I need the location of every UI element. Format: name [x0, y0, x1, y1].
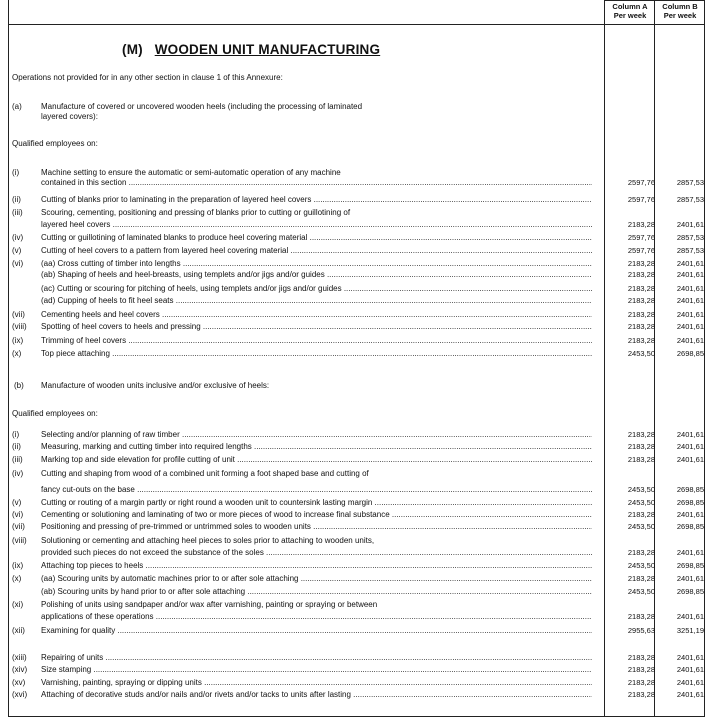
row-label: Cutting and shaping from wood of a combined unit forming a foot shaped base and cutting of	[41, 469, 369, 478]
row-number: (xi)	[12, 600, 24, 609]
section-b-row	[12, 678, 592, 688]
column-a-value: 2183,28	[627, 678, 655, 687]
section-b-row	[12, 442, 592, 452]
section-a-row	[12, 208, 592, 218]
column-a-title: Column A	[612, 2, 648, 11]
column-b-value: 2857,53	[676, 178, 704, 187]
row-number: (xiii)	[12, 653, 27, 662]
column-b-value: 2401,61	[676, 270, 704, 279]
row-number: (viii)	[12, 322, 27, 331]
row-label: provided such pieces do not exceed the substance of the soles .....	[41, 548, 592, 558]
row-label: Marking top and side elevation for profile cutting of unit .....	[41, 455, 592, 465]
column-a-value: 2183,28	[627, 665, 655, 674]
column-b-value: 2401,61	[676, 336, 704, 345]
row-label: (aa) Cross cutting of timber into lengths .....	[41, 259, 592, 269]
section-a-row	[12, 336, 592, 346]
column-b-value: 2698,85	[676, 561, 704, 570]
column-b-value: 2401,61	[676, 430, 704, 439]
row-label: contained in this section .....	[41, 178, 592, 188]
column-a-value: 2453,50	[627, 587, 655, 596]
row-label: Varnishing, painting, spraying or dipping units .....	[41, 678, 592, 688]
column-a-value: 2453,50	[627, 498, 655, 507]
section-a-row	[12, 349, 592, 359]
section-b-row	[12, 469, 592, 479]
column-a-value: 2597,76	[627, 178, 655, 187]
column-a-value: 2453,50	[627, 349, 655, 358]
row-number: (iii)	[12, 455, 23, 464]
section-b-row	[12, 665, 592, 675]
section-b-row	[12, 548, 592, 558]
section-title-text: WOODEN UNIT MANUFACTURING	[154, 42, 381, 57]
column-b-value: 2401,61	[676, 259, 704, 268]
column-a-value: 2183,28	[627, 510, 655, 519]
column-b-value: 2857,53	[676, 246, 704, 255]
column-a-header	[605, 2, 655, 20]
section-a-row	[12, 322, 592, 332]
row-label: Cutting or guillotining of laminated blanks to produce heel covering material .....	[41, 233, 592, 243]
row-number: (i)	[12, 168, 20, 177]
row-number: (xii)	[12, 626, 25, 635]
section-b-row	[12, 498, 592, 508]
column-a-value: 2183,28	[627, 270, 655, 279]
row-number: (iv)	[12, 233, 24, 242]
row-label: Scouring, cementing, positioning and pressing of blanks prior to cutting or guillotining of	[41, 208, 351, 217]
column-b-value: 2401,61	[676, 653, 704, 662]
row-number: (iv)	[12, 469, 24, 478]
section-b-row	[12, 612, 592, 622]
section-b-row	[12, 690, 592, 700]
column-b-value: 2401,61	[676, 220, 704, 229]
column-b-value: 2698,85	[676, 522, 704, 531]
row-number: (vi)	[12, 259, 24, 268]
left-border	[8, 0, 9, 717]
row-label: Cutting of blanks prior to laminating in the preparation of layered heel covers .....	[41, 195, 592, 205]
row-label: Cutting of heel covers to a pattern from layered heel covering material .....	[41, 246, 592, 256]
column-a-value: 2453,50	[627, 561, 655, 570]
section-a-row	[12, 310, 592, 320]
row-number: (ii)	[12, 195, 21, 204]
column-a-value: 2183,28	[627, 322, 655, 331]
column-a-value: 2955,63	[627, 626, 655, 635]
section-b-heading: Manufacture of wooden units inclusive and/or exclusive of heels:	[41, 381, 270, 390]
row-label: Size stamping .....	[41, 665, 592, 675]
section-a-heading-line-2: layered covers):	[41, 112, 98, 121]
column-b-value: 2698,85	[676, 485, 704, 494]
row-label: fancy cut-outs on the base .....	[41, 485, 592, 495]
row-number: (xv)	[12, 678, 26, 687]
column-b-value: 2401,61	[676, 548, 704, 557]
section-a-row	[12, 220, 592, 230]
row-number: (x)	[12, 349, 22, 358]
row-label: Spotting of heel covers to heels and pressing .....	[41, 322, 592, 332]
column-a-value: 2183,28	[627, 653, 655, 662]
section-b-row	[12, 587, 592, 597]
row-number: (v)	[12, 498, 22, 507]
row-label: Polishing of units using sandpaper and/or wax after varnishing, painting or spraying or between	[41, 600, 378, 609]
column-b-value: 2698,85	[676, 498, 704, 507]
section-a-row	[12, 233, 592, 243]
intro-text: Operations not provided for in any other section in clause 1 of this Annexure:	[12, 73, 283, 82]
column-a-value: 2183,28	[627, 310, 655, 319]
column-b-unit: Per week	[663, 11, 697, 20]
row-label: (ab) Shaping of heels and heel-breasts, using templets and/or jigs and/or guides .....	[41, 270, 592, 280]
row-label: (ad) Cupping of heels to fit heel seats .....	[41, 296, 592, 306]
row-number: (ix)	[12, 561, 24, 570]
section-b-row	[12, 510, 592, 520]
section-a-row	[12, 259, 592, 269]
column-b-value: 2401,61	[676, 310, 704, 319]
column-a-value: 2183,28	[627, 259, 655, 268]
header-top-rule	[604, 0, 704, 1]
column-a-value: 2453,50	[627, 522, 655, 531]
row-label: (aa) Scouring units by automatic machines prior to or after sole attaching .....	[41, 574, 592, 584]
row-number: (vi)	[12, 510, 24, 519]
row-label: layered heel covers .....	[41, 220, 592, 230]
section-b-row	[12, 536, 592, 546]
section-a-row	[12, 270, 592, 280]
column-b-value: 2401,61	[676, 322, 704, 331]
column-b-value: 2401,61	[676, 612, 704, 621]
section-a-row	[12, 246, 592, 256]
row-label: Attaching top pieces to heels .....	[41, 561, 592, 571]
section-title-prefix: (M)	[122, 42, 143, 57]
section-a-heading-line-1: Manufacture of covered or uncovered wooden heels (including the processing of laminated	[41, 102, 363, 111]
section-b-row	[12, 626, 592, 636]
row-number: (xvi)	[12, 690, 28, 699]
section-b-row	[12, 485, 592, 495]
section-b-row	[12, 522, 592, 532]
row-label: Attaching of decorative studs and/or nails and/or rivets and/or tacks to units after lasting .....	[41, 690, 592, 700]
header-rule	[8, 24, 704, 25]
column-a-value: 2183,28	[627, 455, 655, 464]
row-label: applications of these operations .....	[41, 612, 592, 622]
column-b-value: 2401,61	[676, 455, 704, 464]
row-label: (ac) Cutting or scouring for pitching of heels, using templets and/or jigs and/or guides .....	[41, 284, 592, 294]
column-b-value: 2698,85	[676, 349, 704, 358]
row-label: Measuring, marking and cutting timber into required lengths .....	[41, 442, 592, 452]
row-label: Selecting and/or planning of raw timber .....	[41, 430, 592, 440]
section-a-row	[12, 168, 592, 178]
row-number: (xiv)	[12, 665, 28, 674]
row-number: (ii)	[12, 442, 21, 451]
row-number: (i)	[12, 430, 20, 439]
section-b-row	[12, 574, 592, 584]
column-a-value: 2453,50	[627, 485, 655, 494]
row-number: (iii)	[12, 208, 23, 217]
column-a-value: 2597,76	[627, 246, 655, 255]
row-number: (vii)	[12, 522, 25, 531]
section-a-marker: (a)	[12, 102, 22, 111]
row-label: Solutioning or cementing and attaching heel pieces to soles prior to attaching to wooden units,	[41, 536, 375, 545]
section-b-row	[12, 561, 592, 571]
column-b-value: 2401,61	[676, 284, 704, 293]
column-b-value: 2401,61	[676, 665, 704, 674]
column-a-unit: Per week	[613, 11, 647, 20]
column-a-value: 2183,28	[627, 220, 655, 229]
row-label: Positioning and pressing of pre-trimmed or untrimmed soles to wooden units .....	[41, 522, 592, 532]
column-a-value: 2183,28	[627, 442, 655, 451]
column-b-title: Column B	[662, 2, 698, 11]
column-a-value: 2183,28	[627, 548, 655, 557]
section-b-row	[12, 455, 592, 465]
section-a-row	[12, 195, 592, 205]
section-a-row	[12, 296, 592, 306]
row-label: Cementing heels and heel covers .....	[41, 310, 592, 320]
row-label: Cementing or solutioning and laminating of two or more pieces of wood to increase final substance .....	[41, 510, 592, 520]
column-a-value: 2597,76	[627, 195, 655, 204]
row-number: (ix)	[12, 336, 24, 345]
row-label: Machine setting to ensure the automatic or semi-automatic operation of any machine	[41, 168, 341, 177]
row-label: Cutting or routing of a margin partly or right round a wooden unit to countersink lasting margin .....	[41, 498, 592, 508]
column-b-value: 2401,61	[676, 574, 704, 583]
row-number: (v)	[12, 246, 22, 255]
column-b-value: 2401,61	[676, 678, 704, 687]
column-a-value: 2183,28	[627, 574, 655, 583]
column-a-value: 2183,28	[627, 690, 655, 699]
row-label: Trimming of heel covers .....	[41, 336, 592, 346]
section-title	[122, 42, 380, 57]
row-number: (viii)	[12, 536, 27, 545]
column-b-value: 2401,61	[676, 690, 704, 699]
column-b-value: 2401,61	[676, 510, 704, 519]
row-number: (vii)	[12, 310, 25, 319]
column-a-value: 2183,28	[627, 296, 655, 305]
section-a-row	[12, 178, 592, 188]
section-b-qualified-label: Qualified employees on:	[12, 409, 98, 418]
row-label: Examining for quality .....	[41, 626, 592, 636]
section-b-marker: (b)	[14, 381, 24, 390]
row-label: (ab) Scouring units by hand prior to or after sole attaching .....	[41, 587, 592, 597]
column-b-value: 2857,53	[676, 195, 704, 204]
column-a-value: 2183,28	[627, 430, 655, 439]
column-a-value: 2183,28	[627, 336, 655, 345]
column-b-header	[655, 2, 705, 20]
column-b-value: 2401,61	[676, 442, 704, 451]
section-b-row	[12, 653, 592, 663]
row-label: Top piece attaching .....	[41, 349, 592, 359]
column-b-value: 3251,19	[676, 626, 704, 635]
column-b-value: 2401,61	[676, 296, 704, 305]
section-b-row	[12, 600, 592, 610]
section-a-qualified-label: Qualified employees on:	[12, 139, 98, 148]
right-border	[704, 0, 705, 717]
column-a-value: 2183,28	[627, 284, 655, 293]
section-b-row	[12, 430, 592, 440]
row-number: (x)	[12, 574, 22, 583]
column-a-value: 2183,28	[627, 612, 655, 621]
column-b-value: 2698,85	[676, 587, 704, 596]
column-b-value: 2857,53	[676, 233, 704, 242]
row-label: Repairing of units .....	[41, 653, 592, 663]
column-a-value: 2597,76	[627, 233, 655, 242]
column-a-border	[604, 0, 605, 717]
section-a-row	[12, 284, 592, 294]
